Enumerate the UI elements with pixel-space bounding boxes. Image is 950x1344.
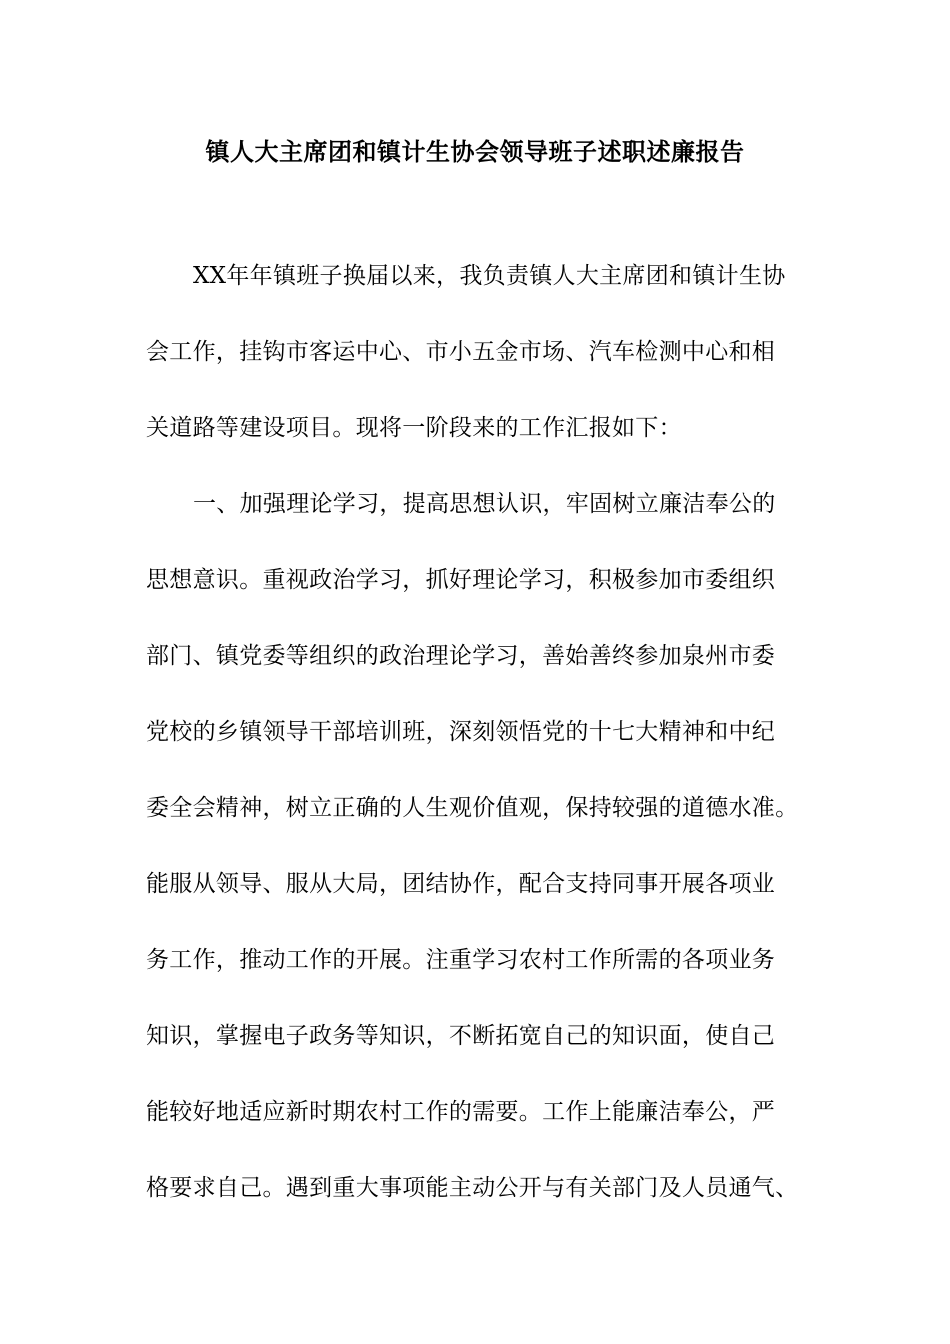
paragraph-line: 务工作，推动工作的开展。注重学习农村工作所需的各项业务 [146,947,776,973]
paragraph-line: 一、加强理论学习，提高思想认识，牢固树立廉洁奉公的 [193,491,776,517]
paragraph-line: 能较好地适应新时期农村工作的需要。工作上能廉洁奉公，严 [146,1099,776,1125]
document-body [146,256,808,1244]
paragraph-line: 知识，掌握电子政务等知识，不断拓宽自己的知识面，使自己 [146,1023,776,1049]
paragraph-line: 会工作，挂钩市客运中心、市小五金市场、汽车检测中心和相 [146,339,776,365]
paragraph-line: 党校的乡镇领导干部培训班，深刻领悟党的十七大精神和中纪 [146,719,776,745]
document-title: 镇人大主席团和镇计生协会领导班子述职述廉报告 [205,137,745,166]
paragraph-line: 部门、镇党委等组织的政治理论学习，善始善终参加泉州市委 [146,643,776,669]
paragraph-line: XX年年镇班子换届以来，我负责镇人大主席团和镇计生协 [193,263,786,289]
paragraph-line: 关道路等建设项目。现将一阶段来的工作汇报如下： [146,415,682,441]
paragraph-line: 格要求自己。遇到重大事项能主动公开与有关部门及人员通气、 [146,1175,799,1201]
paragraph-line: 委全会精神，树立正确的人生观价值观，保持较强的道德水准。 [146,795,799,821]
paragraph-line: 能服从领导、服从大局，团结协作，配合支持同事开展各项业 [146,871,776,897]
paragraph-line: 思想意识。重视政治学习，抓好理论学习，积极参加市委组织 [146,567,776,593]
